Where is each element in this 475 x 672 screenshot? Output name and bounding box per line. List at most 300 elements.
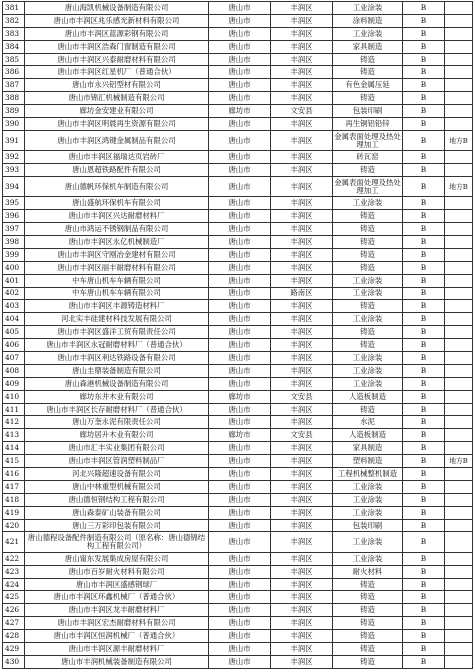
- cell-district: 丰润区: [271, 377, 333, 390]
- cell-enterprise-name: 唐山万奎永泥有限责任公司: [25, 416, 209, 429]
- cell-enterprise-name: 唐山恩超铁路配件有限公司: [25, 164, 209, 177]
- cell-industry: 铸造: [333, 235, 403, 248]
- cell-number: 412: [3, 416, 25, 429]
- cell-district: 丰润区: [271, 235, 333, 248]
- cell-city: 唐山市: [209, 339, 271, 352]
- cell-level: B: [403, 53, 445, 66]
- cell-note: [445, 617, 473, 630]
- cell-enterprise-name: 唐山市丰润区鸿键金属制品有限公司: [25, 130, 209, 150]
- cell-enterprise-name: 唐山市丰润区源丰耐磨材料厂: [25, 643, 209, 656]
- cell-enterprise-name: 唐山市丰润区兴达耐磨材料厂: [25, 210, 209, 223]
- table-row: [3, 223, 473, 236]
- cell-enterprise-name: 唐山市丰润区浩森门窗制造有限公司: [25, 40, 209, 53]
- cell-city: 唐山市: [209, 506, 271, 519]
- cell-industry: 工业涂装: [333, 532, 403, 552]
- cell-district: 丰润区: [271, 326, 333, 339]
- table-row: [3, 2, 473, 15]
- cell-number: 383: [3, 27, 25, 40]
- cell-industry: 铸造: [333, 261, 403, 274]
- cell-district: 丰润区: [271, 630, 333, 643]
- cell-number: 401: [3, 274, 25, 287]
- cell-industry: 工业涂装: [333, 197, 403, 210]
- table-row: [3, 105, 473, 118]
- cell-district: 丰润区: [271, 655, 333, 668]
- cell-industry: 工业涂装: [333, 27, 403, 40]
- cell-district: 文安县: [271, 390, 333, 403]
- cell-number: 394: [3, 177, 25, 197]
- cell-number: 409: [3, 377, 25, 390]
- cell-note: [445, 604, 473, 617]
- cell-note: [445, 313, 473, 326]
- cell-industry: 家具制造: [333, 40, 403, 53]
- cell-number: 398: [3, 235, 25, 248]
- cell-level: B: [403, 429, 445, 442]
- cell-city: 唐山市: [209, 130, 271, 150]
- cell-industry: 耐火材料: [333, 565, 403, 578]
- cell-note: [445, 519, 473, 532]
- cell-industry: 铸造: [333, 248, 403, 261]
- cell-note: [445, 480, 473, 493]
- cell-industry: 工业涂装: [333, 2, 403, 15]
- cell-note: [445, 578, 473, 591]
- cell-number: 421: [3, 532, 25, 552]
- cell-district: 丰润区: [271, 27, 333, 40]
- cell-level: B: [403, 164, 445, 177]
- table-row: [3, 210, 473, 223]
- cell-number: 428: [3, 630, 25, 643]
- cell-industry: 水泥: [333, 416, 403, 429]
- cell-number: 429: [3, 643, 25, 656]
- cell-city: 唐山市: [209, 480, 271, 493]
- enterprise-table: [2, 1, 473, 669]
- cell-industry: 包装印刷: [333, 519, 403, 532]
- cell-district: 丰润区: [271, 130, 333, 150]
- table-row: [3, 655, 473, 668]
- cell-enterprise-name: 中车唐山机车车辆有限公司: [25, 287, 209, 300]
- cell-enterprise-name: 唐山市丰润区盛感钢球厂: [25, 578, 209, 591]
- cell-city: 唐山市: [209, 403, 271, 416]
- cell-city: 唐山市: [209, 27, 271, 40]
- cell-district: 路南区: [271, 287, 333, 300]
- cell-note: [445, 339, 473, 352]
- cell-city: 唐山市: [209, 210, 271, 223]
- cell-number: 386: [3, 66, 25, 79]
- cell-city: 唐山市: [209, 287, 271, 300]
- cell-city: 唐山市: [209, 14, 271, 27]
- cell-city: 唐山市: [209, 53, 271, 66]
- cell-level: B: [403, 617, 445, 630]
- cell-note: [445, 591, 473, 604]
- table-row: [3, 287, 473, 300]
- cell-level: B: [403, 339, 445, 352]
- cell-district: 丰润区: [271, 223, 333, 236]
- cell-industry: 涂料制造: [333, 14, 403, 27]
- cell-level: B: [403, 565, 445, 578]
- cell-level: B: [403, 261, 445, 274]
- cell-enterprise-name: 唐山市鸿运不锈钢制品有限公司: [25, 223, 209, 236]
- cell-number: 387: [3, 79, 25, 92]
- cell-industry: 铸造: [333, 66, 403, 79]
- table-row: [3, 493, 473, 506]
- cell-enterprise-name: 唐山市汇丰实业集团有限公司: [25, 442, 209, 455]
- cell-district: 丰润区: [271, 210, 333, 223]
- table-row: [3, 519, 473, 532]
- cell-level: B: [403, 210, 445, 223]
- table-row: [3, 66, 473, 79]
- cell-note: [445, 14, 473, 27]
- cell-level: B: [403, 655, 445, 668]
- table-row: [3, 390, 473, 403]
- cell-district: 丰润区: [271, 403, 333, 416]
- cell-district: 丰润区: [271, 455, 333, 468]
- cell-city: 唐山市: [209, 79, 271, 92]
- cell-district: 丰润区: [271, 40, 333, 53]
- cell-enterprise-name: 唐山市丰润区龙丰耐磨材料厂: [25, 604, 209, 617]
- table-row: [3, 604, 473, 617]
- table-row: [3, 326, 473, 339]
- table-row: [3, 92, 473, 105]
- cell-city: 唐山市: [209, 118, 271, 131]
- cell-district: 丰润区: [271, 480, 333, 493]
- cell-note: [445, 326, 473, 339]
- cell-district: 丰润区: [271, 416, 333, 429]
- cell-district: 丰润区: [271, 92, 333, 105]
- cell-city: 唐山市: [209, 261, 271, 274]
- cell-industry: 铸造: [333, 326, 403, 339]
- cell-level: B: [403, 300, 445, 313]
- table-row: [3, 300, 473, 313]
- cell-enterprise-name: 唐山市丰润区利达铁路设备有限公司: [25, 352, 209, 365]
- table-row: [3, 532, 473, 552]
- cell-note: [445, 235, 473, 248]
- cell-enterprise-name: 唐山市丰润区丽丰耐磨材料有限公司: [25, 261, 209, 274]
- cell-industry: 铸造: [333, 164, 403, 177]
- cell-enterprise-name: 唐山市丰润区丰源铸造材料厂: [25, 300, 209, 313]
- cell-city: 唐山市: [209, 66, 271, 79]
- cell-city: 唐山市: [209, 604, 271, 617]
- cell-note: [445, 287, 473, 300]
- cell-note: [445, 2, 473, 15]
- cell-district: 丰润区: [271, 339, 333, 352]
- cell-enterprise-name: 唐山市丰润区蓝源彩钢有限公司: [25, 27, 209, 40]
- cell-note: [445, 655, 473, 668]
- cell-enterprise-name: 唐山市永兴铝型材有限公司: [25, 79, 209, 92]
- cell-note: [445, 92, 473, 105]
- cell-enterprise-name: 唐山德帆环保机车制造有限公司: [25, 177, 209, 197]
- cell-city: 唐山市: [209, 630, 271, 643]
- cell-note: [445, 364, 473, 377]
- cell-city: 唐山市: [209, 197, 271, 210]
- cell-enterprise-name: 河北实丰硅建材科技发展有限公司: [25, 313, 209, 326]
- cell-level: B: [403, 66, 445, 79]
- cell-number: 416: [3, 468, 25, 481]
- cell-industry: 包装印刷: [333, 105, 403, 118]
- cell-enterprise-name: 廊坊东井木业有限公司: [25, 390, 209, 403]
- cell-level: B: [403, 364, 445, 377]
- cell-district: 丰润区: [271, 66, 333, 79]
- cell-city: 唐山市: [209, 552, 271, 565]
- cell-number: 400: [3, 261, 25, 274]
- cell-district: 丰润区: [271, 519, 333, 532]
- cell-level: B: [403, 352, 445, 365]
- cell-number: 420: [3, 519, 25, 532]
- cell-note: [445, 300, 473, 313]
- cell-note: [445, 552, 473, 565]
- cell-level: B: [403, 223, 445, 236]
- cell-number: 411: [3, 403, 25, 416]
- cell-enterprise-name: 唐山森泰矿山装备有限公司: [25, 506, 209, 519]
- table-row: [3, 455, 473, 468]
- cell-number: 391: [3, 130, 25, 150]
- cell-number: 423: [3, 565, 25, 578]
- cell-level: B: [403, 493, 445, 506]
- table-row: [3, 506, 473, 519]
- cell-district: 丰润区: [271, 617, 333, 630]
- cell-note: [445, 442, 473, 455]
- cell-number: 396: [3, 210, 25, 223]
- cell-note: [445, 151, 473, 164]
- cell-district: 丰润区: [271, 79, 333, 92]
- cell-number: 430: [3, 655, 25, 668]
- cell-level: B: [403, 519, 445, 532]
- cell-city: 唐山市: [209, 442, 271, 455]
- cell-city: 唐山市: [209, 164, 271, 177]
- cell-city: 廊坊市: [209, 429, 271, 442]
- cell-city: 唐山市: [209, 2, 271, 15]
- cell-city: 唐山市: [209, 352, 271, 365]
- table-row: [3, 197, 473, 210]
- cell-enterprise-name: 唐山市丰润区守刚冶金建材有限公司: [25, 248, 209, 261]
- table-row: [3, 235, 473, 248]
- cell-district: 丰润区: [271, 565, 333, 578]
- table-row: [3, 442, 473, 455]
- table-row: [3, 164, 473, 177]
- cell-enterprise-name: 唐山市百岁耐火材料有限公司: [25, 565, 209, 578]
- cell-district: 丰润区: [271, 643, 333, 656]
- cell-note: [445, 118, 473, 131]
- cell-number: 419: [3, 506, 25, 519]
- cell-enterprise-name: 唐山市丰润区长存耐磨材料厂（普通合伙）: [25, 403, 209, 416]
- cell-enterprise-name: 廊坊居升木业有限公司: [25, 429, 209, 442]
- cell-city: 唐山市: [209, 92, 271, 105]
- cell-enterprise-name: 唐山德恒钢结构工程有限公司: [25, 493, 209, 506]
- cell-note: [445, 390, 473, 403]
- cell-industry: 铸造: [333, 403, 403, 416]
- cell-note: [445, 53, 473, 66]
- table-row: [3, 313, 473, 326]
- cell-level: B: [403, 235, 445, 248]
- cell-district: 丰润区: [271, 248, 333, 261]
- table-row: [3, 630, 473, 643]
- cell-industry: 铸造: [333, 604, 403, 617]
- cell-note: [445, 105, 473, 118]
- cell-district: 丰润区: [271, 468, 333, 481]
- cell-industry: 工业涂装: [333, 552, 403, 565]
- table-row: [3, 177, 473, 197]
- cell-city: 廊坊市: [209, 390, 271, 403]
- cell-number: 407: [3, 352, 25, 365]
- table-row: [3, 14, 473, 27]
- cell-city: 唐山市: [209, 655, 271, 668]
- cell-number: 399: [3, 248, 25, 261]
- cell-enterprise-name: 中车唐山机车车辆有限公司: [25, 274, 209, 287]
- cell-city: 廊坊市: [209, 105, 271, 118]
- cell-level: B: [403, 40, 445, 53]
- cell-city: 唐山市: [209, 591, 271, 604]
- cell-enterprise-name: 唐山市丰润区永亿机械制造厂: [25, 235, 209, 248]
- cell-city: 唐山市: [209, 519, 271, 532]
- cell-district: 丰润区: [271, 591, 333, 604]
- cell-district: 丰润区: [271, 532, 333, 552]
- cell-enterprise-name: 廊坊金安建业有限公司: [25, 105, 209, 118]
- cell-industry: 金属表面处理及热处理加工: [333, 130, 403, 150]
- cell-number: 408: [3, 364, 25, 377]
- cell-enterprise-name: 唐山市丰润区福瑞达页岩砖厂: [25, 151, 209, 164]
- cell-city: 唐山市: [209, 40, 271, 53]
- cell-number: 388: [3, 92, 25, 105]
- cell-enterprise-name: 唐山市丰润区盛洋工贸有限责任公司: [25, 326, 209, 339]
- cell-number: 381: [3, 2, 25, 15]
- cell-number: 395: [3, 197, 25, 210]
- table-row: [3, 130, 473, 150]
- cell-industry: 再生铜铝铅锌: [333, 118, 403, 131]
- cell-level: B: [403, 377, 445, 390]
- cell-level: B: [403, 118, 445, 131]
- cell-industry: 工业涂装: [333, 377, 403, 390]
- cell-number: 405: [3, 326, 25, 339]
- cell-level: B: [403, 532, 445, 552]
- cell-level: B: [403, 591, 445, 604]
- cell-industry: 工业涂装: [333, 506, 403, 519]
- cell-level: B: [403, 578, 445, 591]
- cell-enterprise-name: 唐山甯东发展集成房屋有限公司: [25, 552, 209, 565]
- cell-note: [445, 377, 473, 390]
- cell-enterprise-name: 唐山圭鼎装备制造有限公司: [25, 364, 209, 377]
- cell-industry: 工程机械整机制造: [333, 468, 403, 481]
- cell-district: 文安县: [271, 105, 333, 118]
- cell-number: 417: [3, 480, 25, 493]
- table-row: [3, 118, 473, 131]
- cell-note: [445, 79, 473, 92]
- cell-city: 唐山市: [209, 416, 271, 429]
- cell-enterprise-name: 唐山市丰润区管润塑料制品厂: [25, 455, 209, 468]
- cell-level: B: [403, 552, 445, 565]
- cell-level: B: [403, 177, 445, 197]
- cell-note: [445, 164, 473, 177]
- cell-note: [445, 197, 473, 210]
- cell-industry: 工业涂装: [333, 352, 403, 365]
- cell-number: 385: [3, 53, 25, 66]
- cell-city: 唐山市: [209, 364, 271, 377]
- cell-level: B: [403, 313, 445, 326]
- cell-note: [445, 532, 473, 552]
- cell-note: [445, 66, 473, 79]
- cell-note: [445, 274, 473, 287]
- cell-level: B: [403, 326, 445, 339]
- cell-level: B: [403, 416, 445, 429]
- table-row: [3, 352, 473, 365]
- cell-industry: 铸造: [333, 630, 403, 643]
- cell-level: B: [403, 643, 445, 656]
- cell-number: 413: [3, 429, 25, 442]
- cell-industry: 铸造: [333, 300, 403, 313]
- cell-level: B: [403, 630, 445, 643]
- cell-city: 唐山市: [209, 565, 271, 578]
- cell-note: [445, 468, 473, 481]
- cell-enterprise-name: 河北兴隆超速设备有限公司: [25, 468, 209, 481]
- cell-enterprise-name: 唐山森港机械设备制造有限公司: [25, 377, 209, 390]
- cell-industry: 工业涂装: [333, 274, 403, 287]
- cell-industry: 工业涂装: [333, 287, 403, 300]
- cell-note: [445, 248, 473, 261]
- cell-district: 丰润区: [271, 197, 333, 210]
- cell-city: 唐山市: [209, 248, 271, 261]
- table-row: [3, 552, 473, 565]
- cell-note: [445, 643, 473, 656]
- cell-level: B: [403, 2, 445, 15]
- cell-industry: 工业涂装: [333, 313, 403, 326]
- cell-district: 丰润区: [271, 118, 333, 131]
- cell-note: [445, 210, 473, 223]
- cell-district: 丰润区: [271, 313, 333, 326]
- cell-district: 丰润区: [271, 442, 333, 455]
- table-body: [3, 2, 473, 669]
- cell-enterprise-name: 唐山市丰润区红星机厂（普通合伙）: [25, 66, 209, 79]
- cell-note: [445, 429, 473, 442]
- cell-level: B: [403, 79, 445, 92]
- table-row: [3, 248, 473, 261]
- cell-number: 390: [3, 118, 25, 131]
- cell-number: 424: [3, 578, 25, 591]
- cell-industry: 铸造: [333, 655, 403, 668]
- cell-industry: 铸造: [333, 591, 403, 604]
- cell-enterprise-name: 唐山三万彩印包装有限公司: [25, 519, 209, 532]
- cell-district: 丰润区: [271, 552, 333, 565]
- cell-number: 425: [3, 591, 25, 604]
- cell-industry: 铸造: [333, 92, 403, 105]
- cell-number: 384: [3, 40, 25, 53]
- cell-industry: 家具制造: [333, 442, 403, 455]
- table-row: [3, 40, 473, 53]
- cell-city: 唐山市: [209, 643, 271, 656]
- table-row: [3, 416, 473, 429]
- table-row: [3, 261, 473, 274]
- cell-industry: 人造板制造: [333, 390, 403, 403]
- table-row: [3, 565, 473, 578]
- cell-level: B: [403, 468, 445, 481]
- cell-industry: 铸造: [333, 210, 403, 223]
- cell-note: [445, 506, 473, 519]
- cell-number: 397: [3, 223, 25, 236]
- cell-district: 文安县: [271, 429, 333, 442]
- cell-industry: 铸造: [333, 339, 403, 352]
- cell-note: [445, 40, 473, 53]
- cell-level: B: [403, 197, 445, 210]
- cell-enterprise-name: 唐山德程设备配件制造有限公司（原名称：唐山德锦结构工程有限公司）: [25, 532, 209, 552]
- cell-note: [445, 261, 473, 274]
- cell-industry: 铸造: [333, 223, 403, 236]
- cell-industry: 铸造: [333, 617, 403, 630]
- table-row: [3, 403, 473, 416]
- cell-city: 唐山市: [209, 223, 271, 236]
- cell-enterprise-name: 唐山市丰润区明晨再生资源有限公司: [25, 118, 209, 131]
- table-row: [3, 151, 473, 164]
- cell-number: 402: [3, 287, 25, 300]
- cell-industry: 塑料制造: [333, 455, 403, 468]
- cell-district: 丰润区: [271, 364, 333, 377]
- cell-number: 403: [3, 300, 25, 313]
- cell-district: 丰润区: [271, 352, 333, 365]
